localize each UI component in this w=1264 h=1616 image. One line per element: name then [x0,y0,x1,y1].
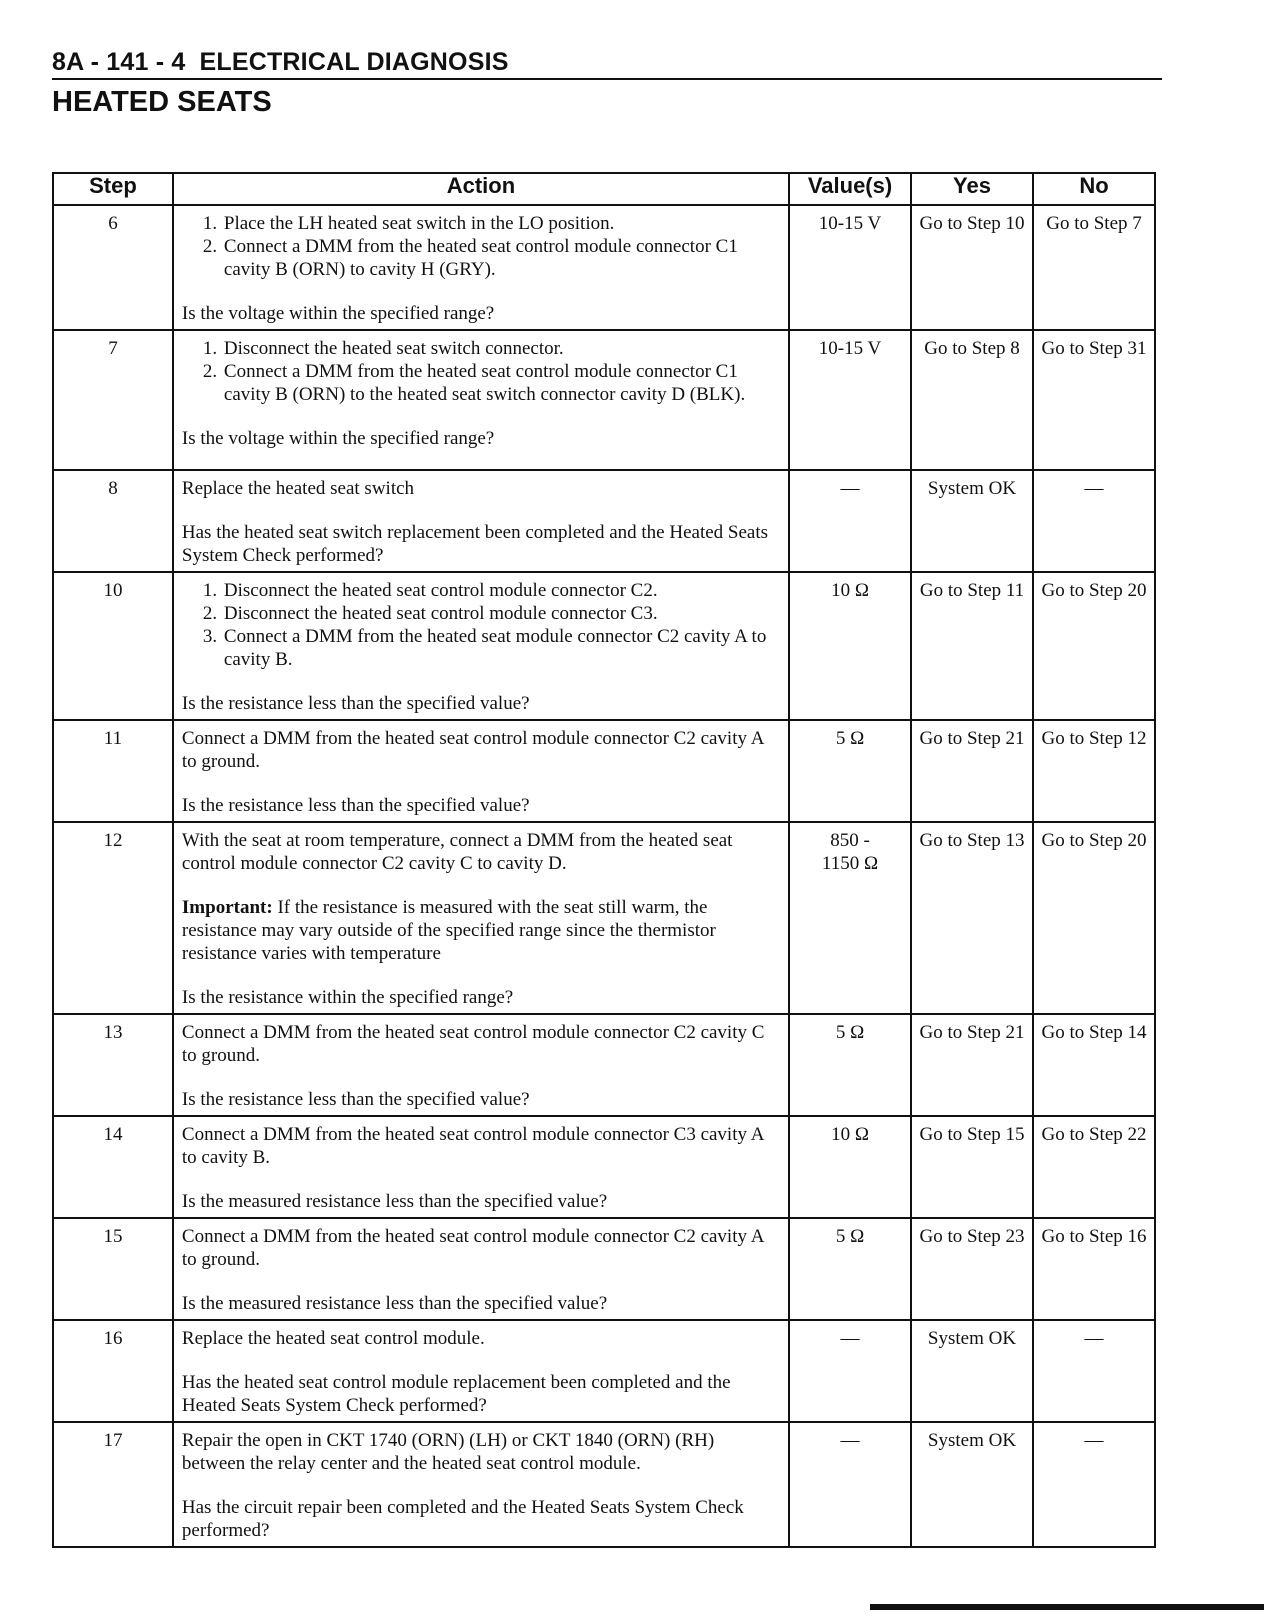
substep: 2. Connect a DMM from the heated seat control module connector C1 cavity B (ORN) to cavity H (GRY). [222,235,780,281]
value-cell: — [789,1422,911,1547]
table-row [53,1422,1155,1547]
no-cell: Go to Step 16 [1033,1218,1155,1320]
step-number: 17 [53,1422,173,1547]
yes-cell: System OK [911,1320,1033,1422]
page-header [52,48,1162,80]
step-number: 8 [53,470,173,572]
action-cell [173,470,789,572]
important-label: Important: [181,897,273,918]
yes-cell: Go to Step 15 [911,1116,1033,1218]
substep-list [182,579,780,671]
substep: 2. Connect a DMM from the heated seat control module connector C1 cavity B (ORN) to the heated seat switch connector cavity D (BLK). [222,360,780,406]
step-number: 12 [53,822,173,1014]
action-question: Is the resistance less than the specified value? [181,795,530,816]
value-cell: 10 Ω [789,572,911,720]
table-row [53,1014,1155,1116]
header-step: Step [53,173,173,205]
yes-cell: Go to Step 21 [911,1014,1033,1116]
action-question: Is the measured resistance less than the specified value? [181,1191,608,1212]
action-cell [173,1014,789,1116]
section-name: ELECTRICAL DIAGNOSIS [199,48,509,76]
important-note [182,896,780,965]
no-cell: Go to Step 7 [1033,205,1155,330]
substep-list [182,212,780,281]
no-cell: Go to Step 12 [1033,720,1155,822]
value-cell: 5 Ω [789,1218,911,1320]
substep: 1. Disconnect the heated seat switch connector. [222,337,780,360]
step-number: 15 [53,1218,173,1320]
no-cell: — [1033,470,1155,572]
table-row [53,1116,1155,1218]
yes-cell: Go to Step 11 [911,572,1033,720]
yes-cell: Go to Step 10 [911,205,1033,330]
action-text: Connect a DMM from the heated seat control module connector C2 cavity C to ground. [181,1022,765,1066]
substep: 1. Disconnect the heated seat control module connector C2. [222,579,780,602]
action-question: Is the resistance less than the specified value? [181,1089,530,1110]
action-text: Connect a DMM from the heated seat control module connector C2 cavity A to ground. [181,728,764,772]
value-text: 850 - 1150 Ω [821,830,879,874]
step-number: 14 [53,1116,173,1218]
no-cell: — [1033,1320,1155,1422]
action-question: Is the resistance within the specified range? [181,987,514,1008]
step-number: 13 [53,1014,173,1116]
action-question: Has the heated seat switch replacement been completed and the Heated Seats System Check performed? [181,522,769,566]
substep-list [182,337,780,406]
action-text: Replace the heated seat control module. [181,1328,485,1349]
table-row [53,1320,1155,1422]
table-row [53,205,1155,330]
step-number: 16 [53,1320,173,1422]
value-cell [789,822,911,1014]
step-number: 6 [53,205,173,330]
action-question: Is the voltage within the specified range? [181,428,495,449]
page-title: HEATED SEATS [52,86,272,118]
table-row [53,330,1155,470]
substep: 2. Disconnect the heated seat control module connector C3. [222,602,780,625]
no-cell: Go to Step 20 [1033,822,1155,1014]
step-number: 7 [53,330,173,470]
action-cell [173,822,789,1014]
header-action: Action [173,173,789,205]
yes-cell: Go to Step 23 [911,1218,1033,1320]
yes-cell: Go to Step 13 [911,822,1033,1014]
action-text: Replace the heated seat switch [181,478,415,499]
no-cell: Go to Step 22 [1033,1116,1155,1218]
action-cell [173,330,789,470]
table-header-row [53,173,1155,205]
substep: 1. Place the LH heated seat switch in the LO position. [222,212,780,235]
value-cell: 10-15 V [789,330,911,470]
table-row [53,720,1155,822]
no-cell: — [1033,1422,1155,1547]
value-cell: 10-15 V [789,205,911,330]
action-cell [173,1320,789,1422]
action-text: Connect a DMM from the heated seat control module connector C2 cavity A to ground. [181,1226,764,1270]
action-cell [173,1422,789,1547]
table-row [53,572,1155,720]
table-row [53,822,1155,1014]
page-footer-rule [870,1604,1264,1610]
value-cell: 5 Ω [789,1014,911,1116]
no-cell: Go to Step 31 [1033,330,1155,470]
no-cell: Go to Step 20 [1033,572,1155,720]
yes-cell: System OK [911,470,1033,572]
yes-cell: System OK [911,1422,1033,1547]
table-row [53,1218,1155,1320]
header-yes: Yes [911,173,1033,205]
action-question: Is the resistance less than the specified value? [181,693,530,714]
action-cell [173,572,789,720]
action-text: With the seat at room temperature, connect a DMM from the heated seat control module connector C2 cavity C to cavity D. [181,830,733,874]
value-cell: 5 Ω [789,720,911,822]
action-cell [173,1218,789,1320]
page-number: 8A - 141 - 4 [52,48,186,76]
action-question: Is the measured resistance less than the specified value? [181,1293,608,1314]
no-cell: Go to Step 14 [1033,1014,1155,1116]
action-question: Has the circuit repair been completed and the Heated Seats System Check performed? [181,1497,744,1541]
page-header-block [52,48,1162,119]
action-text: Connect a DMM from the heated seat control module connector C3 cavity A to cavity B. [181,1124,764,1168]
action-cell [173,1116,789,1218]
value-cell: 10 Ω [789,1116,911,1218]
yes-cell: Go to Step 8 [911,330,1033,470]
yes-cell: Go to Step 21 [911,720,1033,822]
table-row [53,470,1155,572]
header-values: Value(s) [789,173,911,205]
header-no: No [1033,173,1155,205]
value-cell: — [789,1320,911,1422]
substep: 3. Connect a DMM from the heated seat module connector C2 cavity A to cavity B. [222,625,780,671]
action-question: Is the voltage within the specified range? [181,303,495,324]
important-text: If the resistance is measured with the seat still warm, the resistance may vary outside of the specified range since the thermistor resistance varies with temperature [181,897,716,964]
action-cell [173,720,789,822]
action-text: Repair the open in CKT 1740 (ORN) (LH) or CKT 1840 (ORN) (RH) between the relay center and the heated seat control module. [181,1430,715,1474]
action-cell [173,205,789,330]
action-question: Has the heated seat control module replacement been completed and the Heated Seats System Check performed? [181,1372,731,1416]
step-number: 10 [53,572,173,720]
step-number: 11 [53,720,173,822]
value-cell: — [789,470,911,572]
diagnostic-table [52,172,1156,1548]
